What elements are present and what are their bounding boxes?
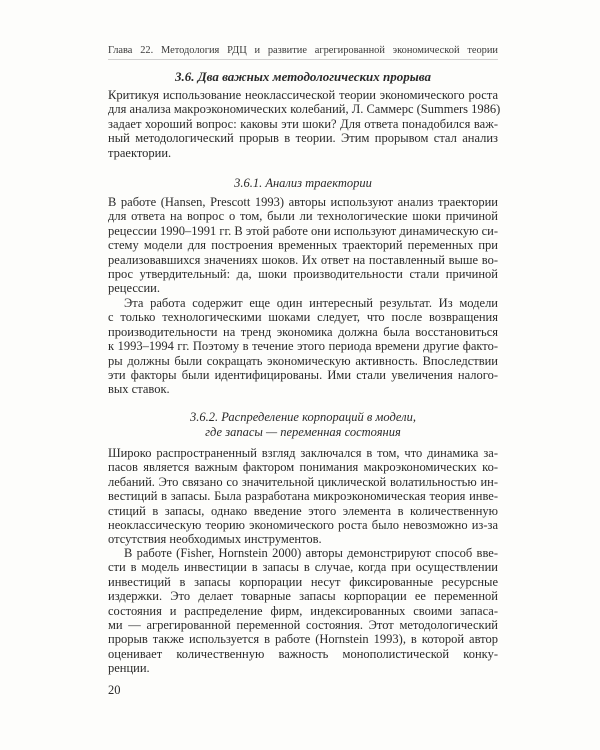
subsection-2-title-line-1: 3.6.2. Распределение корпораций в модели, bbox=[190, 410, 416, 424]
book-page bbox=[108, 0, 501, 750]
running-head: Глава 22. Методология РДЦ и развитие агрегированной экономической теории bbox=[108, 45, 498, 56]
text-line: ный методологический прорыв в теории. Этим прорывом стал анализ bbox=[108, 131, 498, 146]
text-line: ры должны были сокращать экономическую активность. Впоследствии bbox=[108, 353, 498, 368]
text-line: ренции. bbox=[108, 661, 150, 676]
text-line: рецессии 1990–1991 гг. В этой работе они используют динамическую си- bbox=[108, 223, 498, 238]
header-rule bbox=[108, 59, 498, 60]
text-line: пасов является важным фактором понимания макроэкономических ко- bbox=[108, 460, 498, 475]
text-line: с только технологическими шоками следует, что после возвращения bbox=[108, 310, 498, 325]
text-line: вестиций в запасы. Была разработана микроэкономическая теория инве- bbox=[108, 489, 498, 504]
text-line: эти факторы были идентифицированы. Ими стали увеличения налого- bbox=[108, 368, 498, 382]
text-line: стиций в запасы, однако введение этого элемента в количественную bbox=[108, 503, 498, 518]
text-line: к 1993–1994 гг. Поэтому в течение этого периода времени другие факто- bbox=[108, 339, 498, 354]
text-line: реализовавшихся значениях шоков. Их ответ на поставленный выше во- bbox=[108, 252, 498, 267]
text-line: задает хороший вопрос: каковы эти шоки? Для ответа понадобился важ- bbox=[108, 116, 498, 131]
subsection-2-title-line-2: где запасы — переменная состояния bbox=[205, 425, 401, 439]
text-line: инвестиций в запасы корпорации несут фиксированные ресурсные bbox=[108, 574, 498, 589]
text-line: Эта работа содержит еще один интересный результат. Из модели bbox=[124, 296, 498, 310]
text-line: отсутствия необходимых инструментов. bbox=[108, 532, 322, 547]
text-line: неоклассическую теорию экономического роста было невозможно из-за bbox=[108, 518, 498, 532]
text-line: вых ставок. bbox=[108, 382, 170, 397]
text-line: состояния и распределение фирм, индексированных своими запаса- bbox=[108, 603, 498, 618]
text-line: В работе (Fisher, Hornstein 2000) авторы демонстрируют способ вве- bbox=[124, 546, 498, 560]
text-line: производительности на тренд экономика должна была восстановиться bbox=[108, 324, 498, 339]
text-line: Критикуя использование неоклассической теории экономического роста bbox=[108, 88, 498, 102]
text-line: издержки. Это делает товарные запасы корпорации ее переменной bbox=[108, 589, 498, 604]
text-line: для ответа на вопрос о том, были ли технологические шоки причиной bbox=[108, 209, 498, 224]
text-line: для анализа макроэкономических колебаний, Л. Саммерс (Summers 1986) bbox=[108, 102, 501, 117]
subsection-1-title: 3.6.1. Анализ траектории bbox=[234, 176, 372, 190]
text-line: Широко распространенный взгляд заключался в том, что динамика за- bbox=[108, 446, 498, 460]
section-title: 3.6. Два важных методологических прорыва bbox=[174, 69, 431, 84]
text-line: ми — агрегированной переменной состояния. Этот методологический bbox=[108, 618, 498, 632]
text-line: прорыв также используется в работе (Hornstein 1993), в которой автор bbox=[108, 632, 498, 647]
text-line: оценивает количественную важность монополистической конку- bbox=[108, 646, 498, 661]
text-line: сти в модель инвестиции в запасы в случае, когда при осуществлении bbox=[108, 560, 498, 575]
text-line: траектории. bbox=[108, 145, 172, 160]
text-line: рецессии. bbox=[108, 281, 160, 296]
page-number: 20 bbox=[108, 683, 121, 697]
text-line: стему модели для построения временных траекторий переменных при bbox=[108, 238, 498, 253]
text-line: прос утвердительный: да, шоки производительности стали причиной bbox=[108, 267, 498, 281]
text-line: В работе (Hansen, Prescott 1993) авторы используют анализ траектории bbox=[108, 195, 498, 209]
text-line: лебаний. Это связано со значительной циклической волатильностью ин- bbox=[108, 474, 498, 489]
